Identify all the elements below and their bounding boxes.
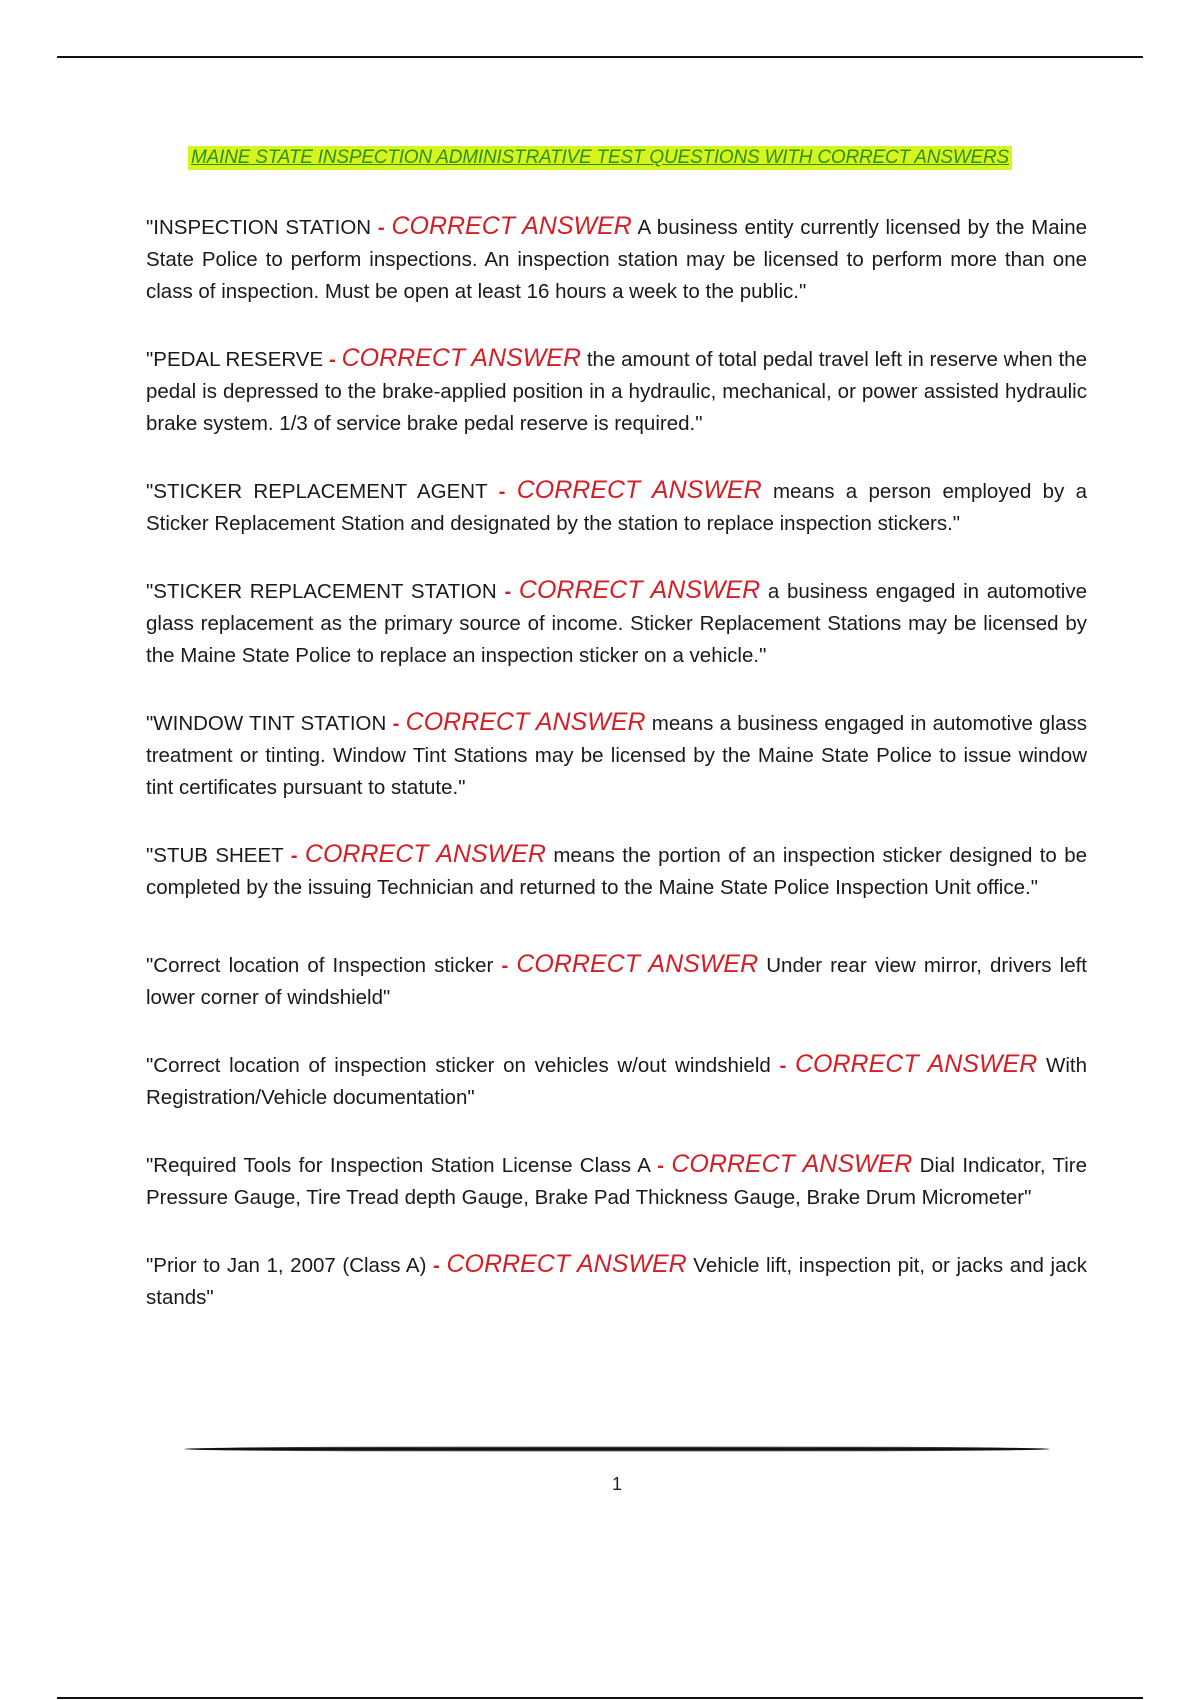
correct-answer-label: CORRECT ANSWER xyxy=(341,344,582,372)
qa-separator: - xyxy=(328,348,336,371)
qa-term: "Correct location of Inspection sticker xyxy=(146,954,494,977)
qa-item xyxy=(146,948,1087,1014)
correct-answer-label: CORRECT ANSWER xyxy=(446,1250,687,1278)
qa-term: "STUB SHEET xyxy=(146,844,284,867)
document-title: MAINE STATE INSPECTION ADMINISTRATIVE TEST QUESTIONS WITH CORRECT ANSWERS xyxy=(188,146,1012,170)
qa-term: "Required Tools for Inspection Station License Class A xyxy=(146,1154,650,1177)
qa-separator: - xyxy=(392,712,400,735)
qa-item xyxy=(146,574,1087,672)
qa-term: "PEDAL RESERVE xyxy=(146,348,324,371)
qa-separator: - xyxy=(498,480,506,503)
qa-answer: Dial Indicator, Tire Pressure Gauge, Tire Tread depth Gauge, Brake Pad Thickness Gauge, Brake Drum Micrometer" xyxy=(146,1154,1088,1209)
qa-answer: With Registration/Vehicle documentation" xyxy=(146,1054,1088,1109)
qa-answer: means a business engaged in automotive glass treatment or tinting. Window Tint Stations may be licensed by the Maine State Police to issue window tint certificates pursuant to statute." xyxy=(146,712,1087,799)
qa-separator: - xyxy=(504,580,512,603)
correct-answer-label: CORRECT ANSWER xyxy=(516,476,762,504)
page-number: 1 xyxy=(611,1474,622,1494)
qa-separator: - xyxy=(657,1154,664,1177)
qa-term: "Correct location of inspection sticker on vehicles w/out windshield xyxy=(146,1054,771,1077)
qa-term: "STICKER REPLACEMENT STATION xyxy=(146,580,497,603)
qa-item xyxy=(146,706,1087,804)
qa-list xyxy=(146,210,1087,1348)
qa-separator: - xyxy=(501,954,509,977)
qa-term: "INSPECTION STATION xyxy=(146,216,372,239)
correct-answer-label: CORRECT ANSWER xyxy=(391,212,632,240)
qa-item xyxy=(146,838,1087,904)
qa-answer: A business entity currently licensed by the Maine State Police to perform inspections. An inspection station may be licensed to perform more than one class of inspection. Must be open at least 16 hours a week to the public." xyxy=(146,216,1087,303)
correct-answer-label: CORRECT ANSWER xyxy=(518,576,761,604)
correct-answer-label: CORRECT ANSWER xyxy=(516,950,759,978)
correct-answer-label: CORRECT ANSWER xyxy=(304,840,546,868)
qa-answer: a business engaged in automotive glass replacement as the primary source of income. Sticker Replacement Stations may be licensed by the Maine State Police to replace an inspection sticker on a vehicle." xyxy=(146,580,1087,667)
footer-rule xyxy=(184,1446,1050,1452)
title-container xyxy=(0,146,1200,170)
qa-separator: - xyxy=(377,216,385,239)
qa-answer: the amount of total pedal travel left in reserve when the pedal is depressed to the brake-applied position in a hydraulic, mechanical, or power assisted hydraulic brake system. 1/3 of service brake pedal reserve is required." xyxy=(146,348,1087,435)
qa-answer: means a person employed by a Sticker Replacement Station and designated by the station to replace inspection stickers." xyxy=(146,480,1088,535)
qa-item xyxy=(146,342,1087,440)
qa-answer: means the portion of an inspection sticker designed to be completed by the issuing Technician and returned to the Maine State Police Inspection Unit office." xyxy=(146,844,1088,899)
qa-term: "WINDOW TINT STATION xyxy=(146,712,387,735)
correct-answer-label: CORRECT ANSWER xyxy=(794,1050,1038,1078)
qa-separator: - xyxy=(433,1254,440,1277)
qa-separator: - xyxy=(779,1054,787,1077)
qa-answer: Under rear view mirror, drivers left lower corner of windshield" xyxy=(146,954,1087,1009)
qa-item xyxy=(146,1248,1087,1314)
qa-term: "STICKER REPLACEMENT AGENT xyxy=(146,480,488,503)
correct-answer-label: CORRECT ANSWER xyxy=(671,1150,913,1178)
qa-item xyxy=(146,210,1087,308)
page-bottom-rule xyxy=(57,1697,1143,1699)
qa-item xyxy=(146,1148,1087,1214)
qa-term: "Prior to Jan 1, 2007 (Class A) xyxy=(146,1254,427,1277)
header-rule xyxy=(57,56,1143,58)
qa-separator: - xyxy=(290,844,298,867)
qa-answer: Vehicle lift, inspection pit, or jacks and jack stands" xyxy=(146,1254,1087,1309)
qa-item xyxy=(146,1048,1087,1114)
correct-answer-label: CORRECT ANSWER xyxy=(405,708,646,736)
qa-item xyxy=(146,474,1087,540)
